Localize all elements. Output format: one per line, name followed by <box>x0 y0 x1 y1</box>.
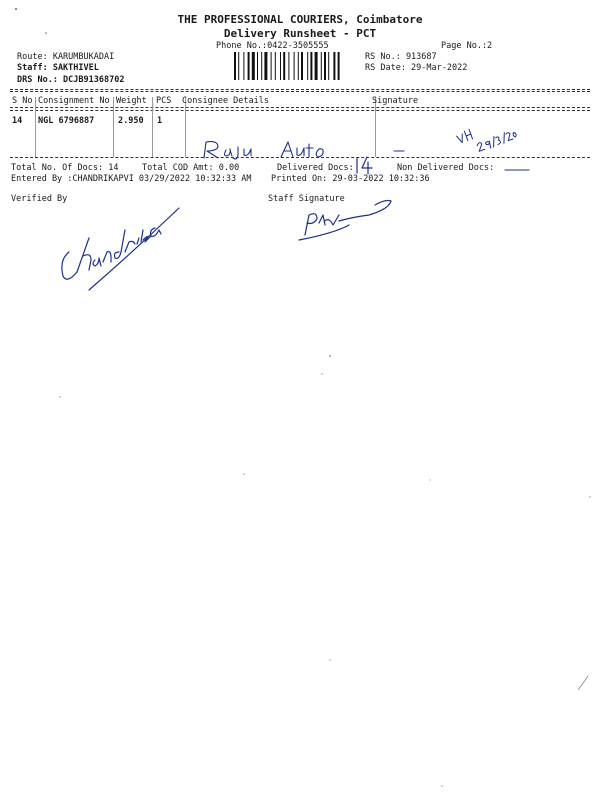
phone-number: Phone No.:0422-3505555 <box>216 41 329 51</box>
staff-label: Staff: SAKTHIVEL <box>17 63 99 73</box>
row-consignment-no: NGL 6796887 <box>38 116 95 126</box>
total-docs: Total No. Of Docs: 14 <box>11 163 119 173</box>
drs-number: DRS No.: DCJB91368702 <box>17 75 125 85</box>
col-header-pcs: PCS <box>156 96 172 106</box>
rs-date: RS Date: 29-Mar-2022 <box>365 63 468 73</box>
col-header-weight: Weight <box>116 96 147 106</box>
document-title: Delivery Runsheet - PCT <box>223 27 377 40</box>
route-label: Route: KARUMBUKADAI <box>17 52 115 62</box>
delivered-docs-label: Delivered Docs: <box>277 163 354 173</box>
col-header-consignee: Consignee Details <box>182 96 269 106</box>
rs-number: RS No.: 913687 <box>365 52 437 62</box>
page-number: Page No.:2 <box>441 41 493 51</box>
col-header-signature: Signature <box>372 96 419 106</box>
non-delivered-docs-label: Non Delivered Docs: <box>397 163 495 173</box>
row-sno: 14 <box>12 116 23 126</box>
col-header-sno: S No <box>12 96 33 106</box>
printed-on: Printed On: 29-03-2022 10:32:36 <box>271 174 430 184</box>
staff-signature-label: Staff Signature <box>268 194 345 204</box>
verified-by-label: Verified By <box>11 194 68 204</box>
col-header-consignment: Consignment No <box>38 96 110 106</box>
row-weight: 2.950 <box>118 116 144 126</box>
entered-by: Entered By :CHANDRIKAPVI 03/29/2022 10:32:33 AM <box>11 174 252 184</box>
total-cod-amount: Total COD Amt: 0.00 <box>142 163 240 173</box>
company-name: THE PROFESSIONAL COURIERS, Coimbatore <box>177 13 423 26</box>
row-pcs: 1 <box>157 116 163 126</box>
